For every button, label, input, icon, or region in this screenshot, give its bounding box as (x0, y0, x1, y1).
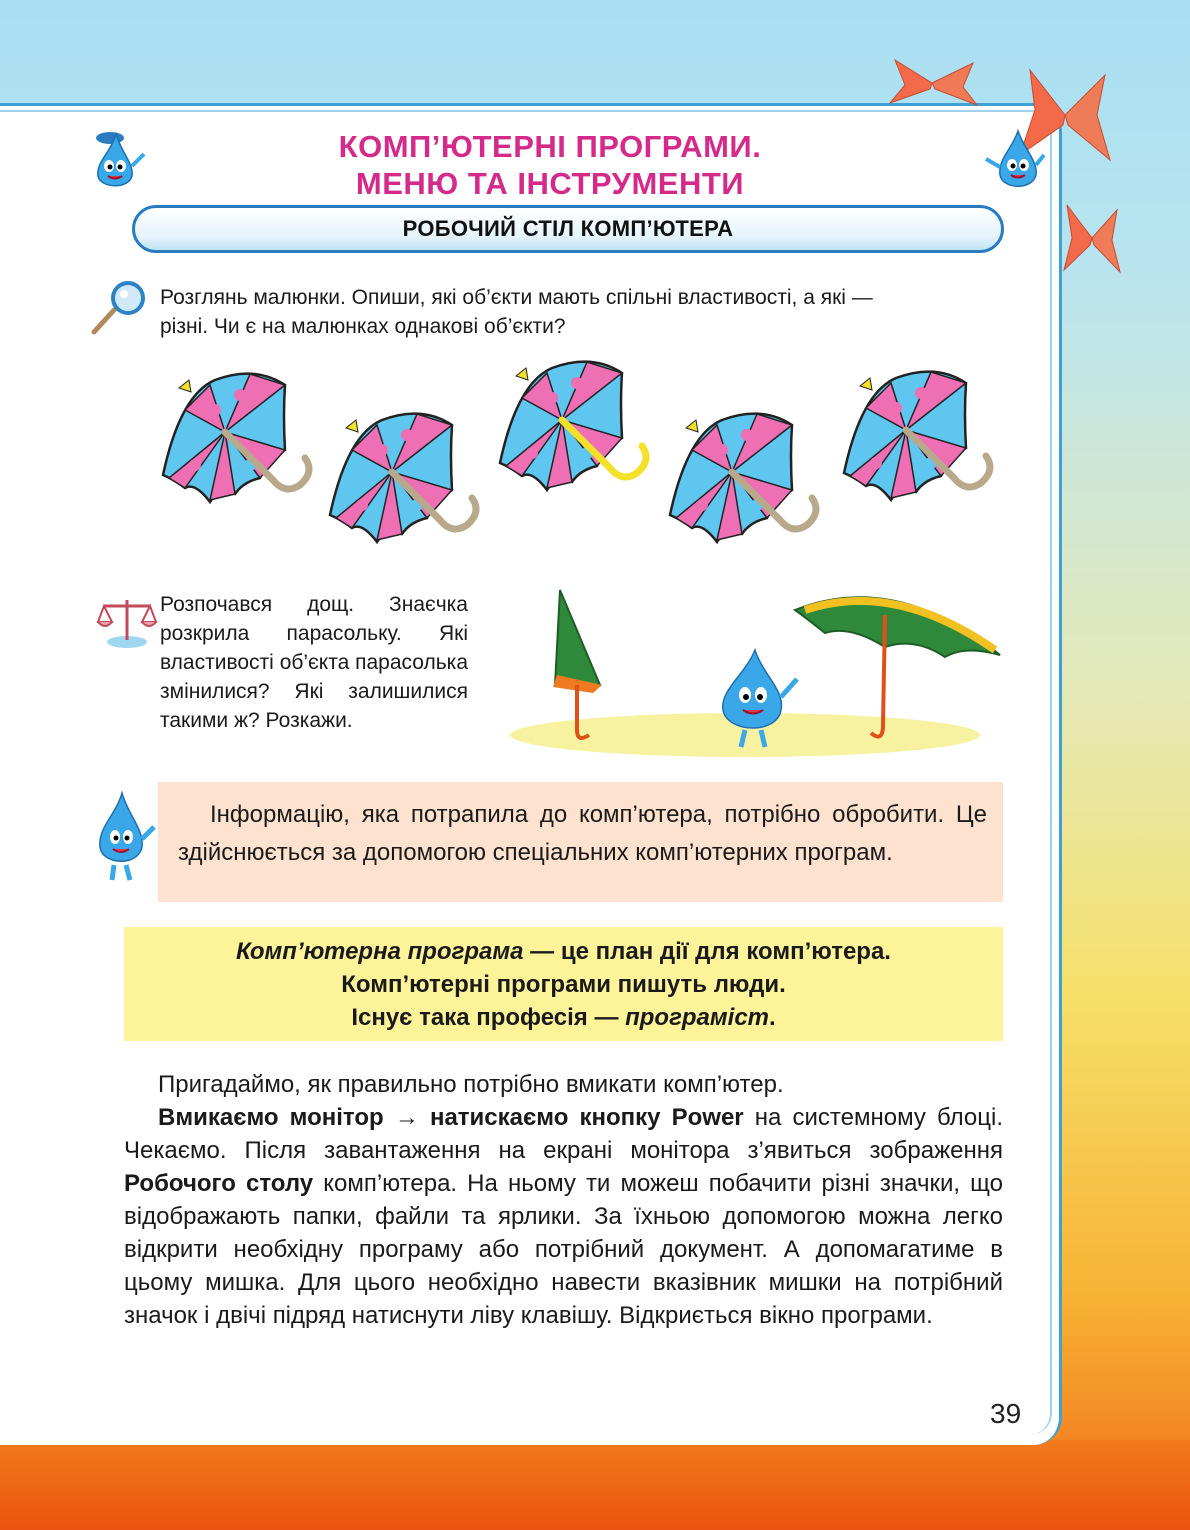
umbrella-illustration (836, 368, 1006, 518)
definition-line-3-term: програміст (625, 1004, 770, 1031)
umbrella-dot (426, 444, 438, 456)
umbrella-dot (890, 402, 902, 414)
umbrella-dot (341, 474, 353, 486)
magnifier-icon (90, 280, 152, 336)
body-paragraph-1: Пригадаймо, як правильно потрібно вмикати комп’ютер. (158, 1071, 784, 1098)
umbrella-dot (870, 457, 882, 469)
definition-line-3-end: . (769, 1004, 776, 1031)
umbrella-illustration (155, 370, 325, 520)
butterfly-icon (1062, 200, 1122, 275)
body-bold-2: натискаємо кнопку Power (429, 1104, 744, 1131)
umbrella-scene-illustration (505, 575, 1005, 760)
umbrella-tip (686, 420, 698, 432)
body-arrow: → (383, 1104, 430, 1131)
umbrella-dot (915, 387, 927, 399)
umbrella-dot (546, 392, 558, 404)
umbrella-illustration (492, 358, 662, 508)
definition-line-1 (124, 935, 1003, 968)
definition-line-3 (124, 1001, 1003, 1034)
section-heading: РОБОЧИЙ СТІЛ КОМП’ЮТЕРА (402, 216, 734, 241)
umbrella-tip (516, 368, 528, 380)
droplet-mascot-icon (86, 785, 164, 885)
page-title (240, 128, 860, 202)
umbrella-tip (346, 420, 358, 432)
body-text-2: комп’ютера. На ньому ти можеш побачити різні значки, що відображають папки, файли та ярлики. За їхньою допомогою можна легко відкрити необхідну програму або потрібний документ. А допомагатиме в цьому мишка. Для цього необхідно навести вказівник мишки на потрібний значок і двічі підряд натиснути ліву клавішу. Відкриється вікно програми. (124, 1170, 1004, 1329)
umbrella-illustration (662, 410, 832, 560)
umbrella-dot (681, 474, 693, 486)
title-line-2: МЕНЮ ТА ІНСТРУМЕНТИ (355, 166, 745, 201)
umbrella-dot (766, 444, 778, 456)
droplet-mascot-icon (88, 124, 156, 194)
body-paragraph-2 (124, 1101, 1003, 1332)
umbrella-dot (234, 389, 246, 401)
umbrella-dot (596, 392, 608, 404)
task-text-1 (160, 283, 1010, 341)
umbrella-dot (401, 429, 413, 441)
umbrella-dot (189, 459, 201, 471)
umbrella-dot (571, 377, 583, 389)
definition-line-2: Комп’ютерні програми пишуть люди. (341, 971, 786, 998)
bottom-band (0, 1440, 1190, 1530)
umbrella-dot (511, 422, 523, 434)
umbrella-dot (741, 429, 753, 441)
definition-line-3-start: Існує така професія — (351, 1004, 626, 1031)
page-number: 39 (990, 1398, 1022, 1429)
umbrella-tip (860, 378, 872, 390)
body-text-1: на системному блоці. Чекаємо. Після завантаження на екрані монітора з’явиться зображення (124, 1104, 1003, 1164)
umbrella-dot (716, 444, 728, 456)
body-bold-1: Вмикаємо монітор (158, 1104, 384, 1131)
scales-icon (96, 592, 158, 650)
info-box (158, 782, 1003, 902)
umbrella-dot (855, 432, 867, 444)
umbrella-dot (209, 404, 221, 416)
umbrella-dot (356, 499, 368, 511)
definition-line-1-rest: — це план дії для комп’ютера. (523, 938, 891, 965)
droplet-mascot-icon (978, 125, 1050, 195)
task-1-line-1: Розглянь малюнки. Опиши, які об’єкти мають спільні властивості, а які — (160, 286, 873, 309)
umbrella-dot (940, 402, 952, 414)
info-text: Інформацію, яка потрапила до комп’ютера, потрібно обробити. Це здійснюється за допомогою спеціальних комп’ютерних програм. (178, 801, 987, 866)
umbrella-dot (174, 434, 186, 446)
title-line-1: КОМП’ЮТЕРНІ ПРОГРАМИ. (338, 129, 762, 164)
task-text-2: Розпочався дощ. Знаєчка розкрила парасольку. Які властивості об’єкта парасолька змінилися? Які залишилися такими ж? Розкажи. (160, 593, 468, 732)
umbrella-illustration (322, 410, 492, 560)
umbrella-dot (259, 404, 271, 416)
umbrella-dot (526, 447, 538, 459)
umbrella-tip (179, 380, 191, 392)
definition-term: Комп’ютерна програма (236, 938, 524, 965)
umbrella-dot (376, 444, 388, 456)
task-1-line-2: різні. Чи є на малюнках однакові об’єкти? (160, 315, 566, 338)
section-heading-bar (132, 205, 1004, 253)
definition-box (124, 927, 1003, 1041)
body-text (124, 1068, 1003, 1332)
umbrella-dot (696, 499, 708, 511)
butterfly-icon (885, 55, 980, 110)
body-bold-3: Робочого столу (124, 1170, 314, 1197)
